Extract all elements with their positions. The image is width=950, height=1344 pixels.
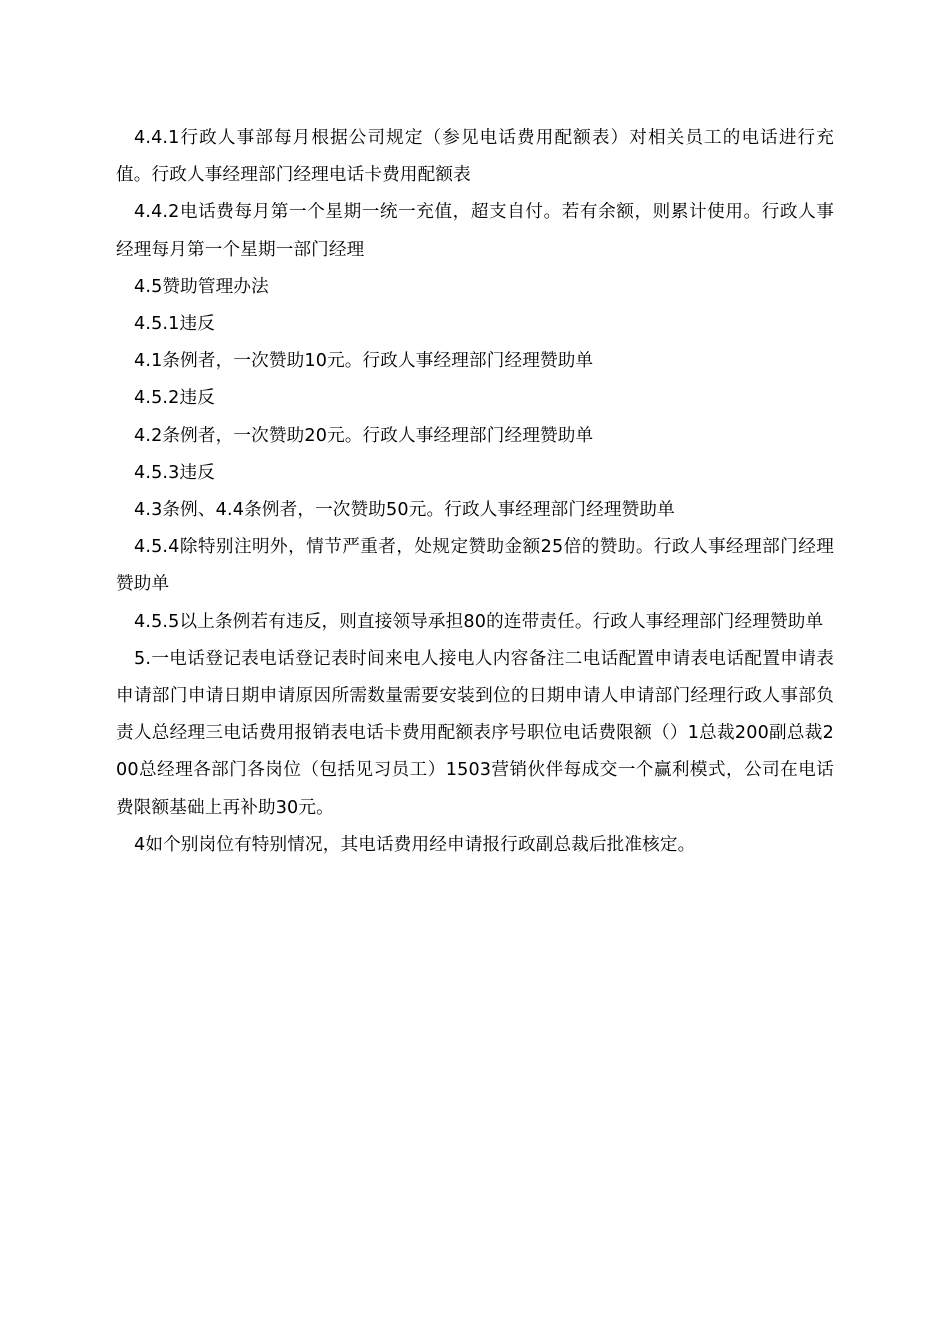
paragraph-4-4-2: 4.4.2电话费每月第一个星期一统一充值，超支自付。若有余额，则累计使用。行政人事经理每月第一个星期一部门经理 <box>116 202 834 260</box>
paragraph-4-4-1: 4.4.1行政人事部每月根据公司规定（参见电话费用配额表）对相关员工的电话进行充值。行政人事经理部门经理电话卡费用配额表 <box>116 128 834 186</box>
document-body <box>116 120 834 864</box>
paragraph-4-5-5: 4.5.5以上条例若有违反，则直接领导承担80的连带责任。行政人事经理部门经理赞助单 <box>134 611 824 632</box>
paragraph-4-special-cases: 4如个别岗位有特别情况，其电话费用经申请报行政副总裁后批准核定。 <box>134 834 696 855</box>
section-heading-4-5: 4.5赞助管理办法 <box>134 276 269 297</box>
paragraph-4-5-2: 4.5.2违反 <box>134 388 216 409</box>
paragraph-4-5-4: 4.5.4除特别注明外，情节严重者，处规定赞助金额25倍的赞助。行政人事经理部门经理赞助单 <box>116 537 834 595</box>
paragraph-4-5-1: 4.5.1违反 <box>134 314 216 335</box>
paragraph-4-2-rule: 4.2条例者，一次赞助20元。行政人事经理部门经理赞助单 <box>134 425 594 446</box>
paragraph-4-5-3: 4.5.3违反 <box>134 462 216 483</box>
paragraph-5-forms: 5.一电话登记表电话登记表时间来电人接电人内容备注二电话配置申请表电话配置申请表申请部门申请日期申请原因所需数量需要安装到位的日期申请人申请部门经理行政人事部负责人总经理三电话费用报销表电话卡费用配额表序号职位电话费限额（）1总裁200副总裁200总经理各部门各岗位（包括见习员工）1503营销伙伴每成交一个赢利模式，公司在电话费限额基础上再补助30元。 <box>116 648 834 818</box>
paragraph-4-1-rule: 4.1条例者，一次赞助10元。行政人事经理部门经理赞助单 <box>134 351 594 372</box>
paragraph-4-3-rule: 4.3条例、4.4条例者，一次赞助50元。行政人事经理部门经理赞助单 <box>134 500 675 521</box>
